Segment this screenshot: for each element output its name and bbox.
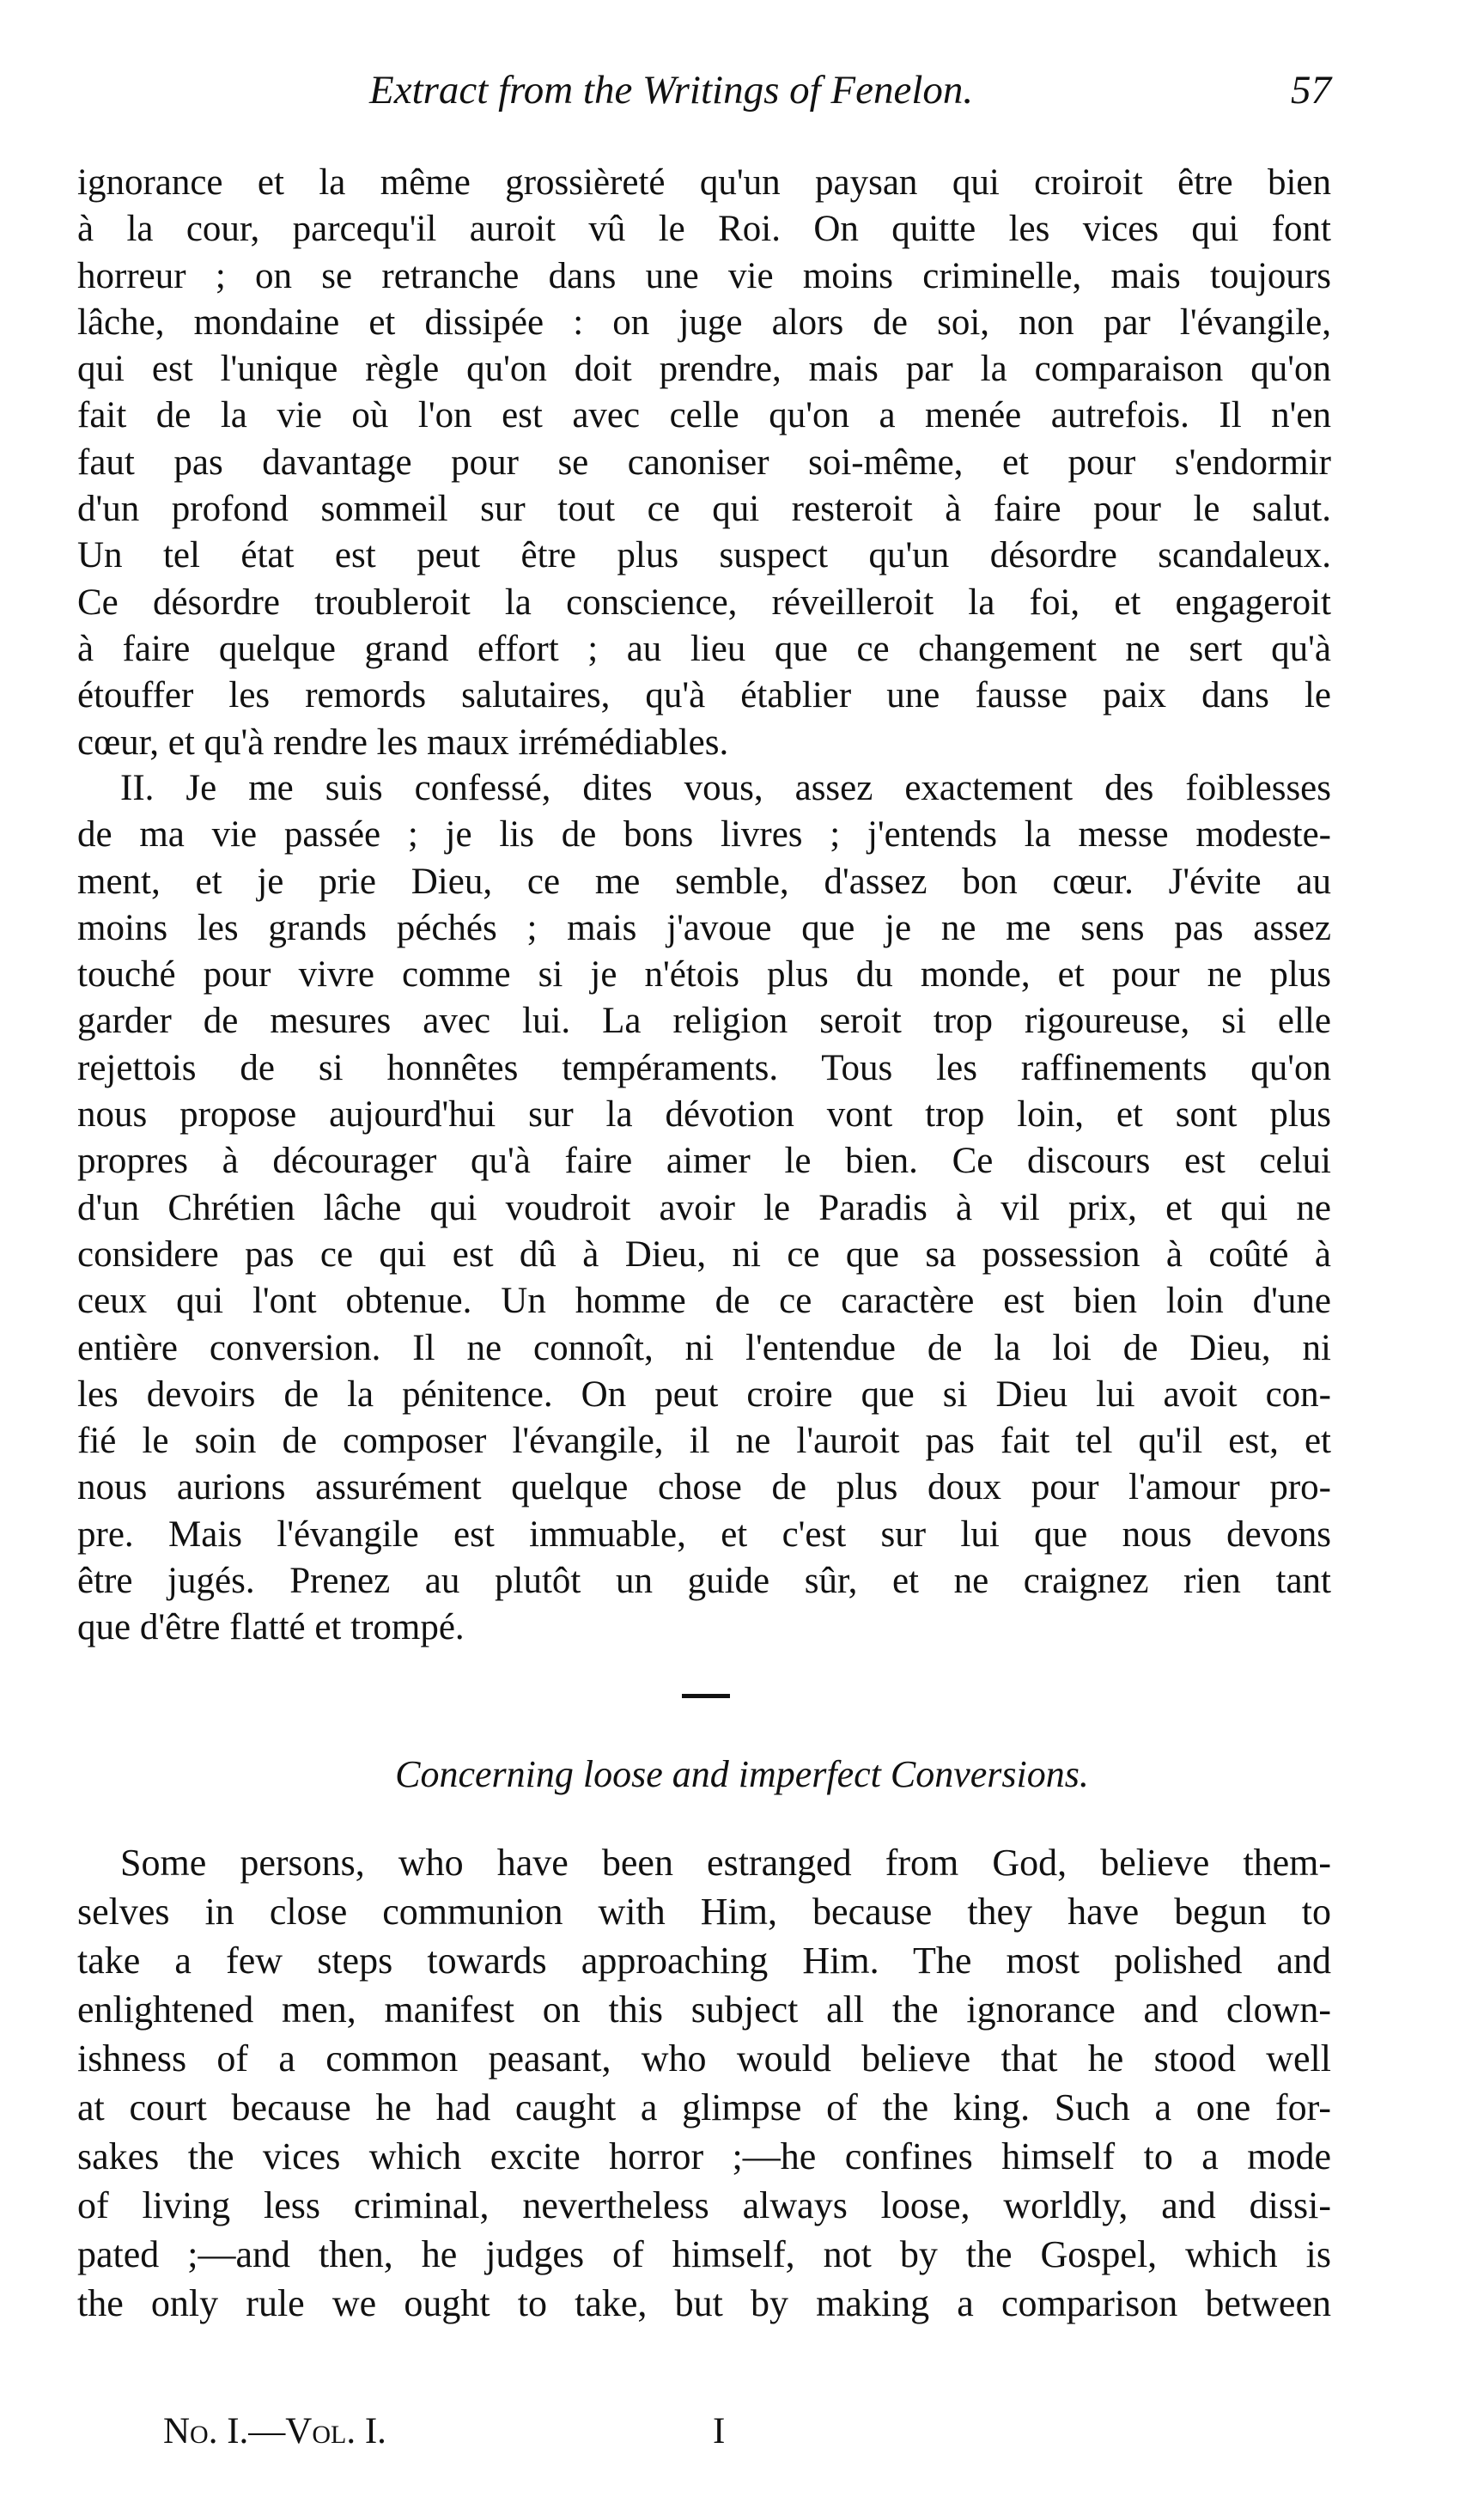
text-line: à la cour, parcequ'il auroit vû le Roi. On quitte les vices qui font <box>77 209 1331 250</box>
text-line: ment, et je prie Dieu, ce me semble, d'assez bon cœur. J'évite au <box>77 861 1331 902</box>
text-line: nous aurions assurément quelque chose de plus doux pour l'amour pro- <box>77 1467 1331 1508</box>
text-line: entière conversion. Il ne connoît, ni l'entendue de la loi de Dieu, ni <box>77 1327 1331 1368</box>
text-line: d'un profond sommeil sur tout ce qui resteroit à faire pour le salut. <box>77 489 1331 530</box>
text-line: lâche, mondaine et dissipée : on juge alors de soi, non par l'évangile, <box>77 301 1331 343</box>
text-line: II. Je me suis confessé, dites vous, assez exactement des foiblesses <box>120 768 1331 808</box>
text-line: nous propose aujourd'hui sur la dévotion vont trop loin, et sont plus <box>77 1094 1331 1136</box>
text-line: of living less criminal, nevertheless always loose, worldly, and dissi- <box>77 2184 1331 2226</box>
text-line: ignorance et la même grossièreté qu'un paysan qui croiroit être bien <box>77 162 1331 203</box>
running-head <box>77 67 1331 119</box>
text-line: the only rule we ought to take, but by making a comparison between <box>77 2282 1331 2324</box>
page-number: 57 <box>1291 68 1331 113</box>
signature-letter: I <box>713 2411 726 2451</box>
text-line: fait de la vie où l'on est avec celle qu'on a menée autrefois. Il n'en <box>77 395 1331 436</box>
text-line: ceux qui l'ont obtenue. Un homme de ce caractère est bien loin d'une <box>77 1281 1331 1322</box>
text-line: étouffer les remords salutaires, qu'à établier une fausse paix dans le <box>77 675 1331 716</box>
french-continuation-paragraph <box>77 160 1331 766</box>
running-title: Extract from the Writings of Fenelon. <box>369 68 974 113</box>
text-line: d'un Chrétien lâche qui voudroit avoir le Paradis à vil prix, et qui ne <box>77 1187 1331 1228</box>
text-line: qui est l'unique règle qu'on doit prendre, mais par la comparaison qu'on <box>77 349 1331 390</box>
text-line: garder de mesures avec lui. La religion seroit trop rigoureuse, si elle <box>77 1001 1331 1042</box>
text-line: sakes the vices which excite horror ;—he confines himself to a mode <box>77 2135 1331 2177</box>
english-paragraph <box>77 1838 1331 2328</box>
text-line: les devoirs de la pénitence. On peut croire que si Dieu lui avoit con- <box>77 1373 1331 1415</box>
text-line: selves in close communion with Him, because they have begun to <box>77 1891 1331 1933</box>
text-line: rejettois de si honnêtes tempéraments. Tous les raffinements qu'on <box>77 1047 1331 1088</box>
text-line: ishness of a common peasant, who would believe that he stood well <box>77 2037 1331 2080</box>
text-line: que d'être flatté et trompé. <box>77 1607 465 1648</box>
text-line: cœur, et qu'à rendre les maux irrémédiables. <box>77 722 729 763</box>
text-line: moins les grands péchés ; mais j'avoue que je ne me sens pas assez <box>77 907 1331 948</box>
text-line: de ma vie passée ; je lis de bons livres ; j'entends la messe modeste- <box>77 814 1331 856</box>
text-line: propres à décourager qu'à faire aimer le bien. Ce discours est celui <box>77 1141 1331 1182</box>
text-line: Some persons, who have been estranged from God, believe them- <box>120 1842 1331 1884</box>
text-line: être jugés. Prenez au plutôt un guide sûr, et ne craignez rien tant <box>77 1561 1331 1602</box>
page-footer <box>163 2410 782 2462</box>
section-heading: Concerning loose and imperfect Conversions. <box>395 1753 1089 1795</box>
text-line: horreur ; on se retranche dans une vie moins criminelle, mais toujours <box>77 255 1331 296</box>
text-line: à faire quelque grand effort ; au lieu que ce changement ne sert qu'à <box>77 628 1331 669</box>
text-line: enlightened men, manifest on this subject all the ignorance and clown- <box>77 1988 1331 2031</box>
text-line: fié le soin de composer l'évangile, il ne l'auroit pas fait tel qu'il est, et <box>77 1421 1331 1462</box>
section-separator-rule <box>682 1694 730 1698</box>
issue-volume-mark: No. I.—Vol. I. <box>163 2411 386 2451</box>
text-line: considere pas ce qui est dû à Dieu, ni ce que sa possession à coûté à <box>77 1233 1331 1275</box>
text-line: at court because he had caught a glimpse of the king. Such a one for- <box>77 2086 1331 2128</box>
text-line: pre. Mais l'évangile est immuable, et c'est sur lui que nous devons <box>77 1513 1331 1555</box>
french-section-ii-paragraph <box>77 765 1331 1652</box>
text-line: faut pas davantage pour se canoniser soi-même, et pour s'endormir <box>77 442 1331 483</box>
text-line: Ce désordre troubleroit la conscience, réveilleroit la foi, et engageroit <box>77 582 1331 623</box>
text-line: touché pour vivre comme si je n'étois plus du monde, et pour ne plus <box>77 954 1331 996</box>
text-line: take a few steps towards approaching Him. The most polished and <box>77 1940 1331 1982</box>
text-line: Un tel état est peut être plus suspect qu'un désordre scandaleux. <box>77 535 1331 576</box>
text-line: pated ;—and then, he judges of himself, not by the Gospel, which is <box>77 2233 1331 2275</box>
